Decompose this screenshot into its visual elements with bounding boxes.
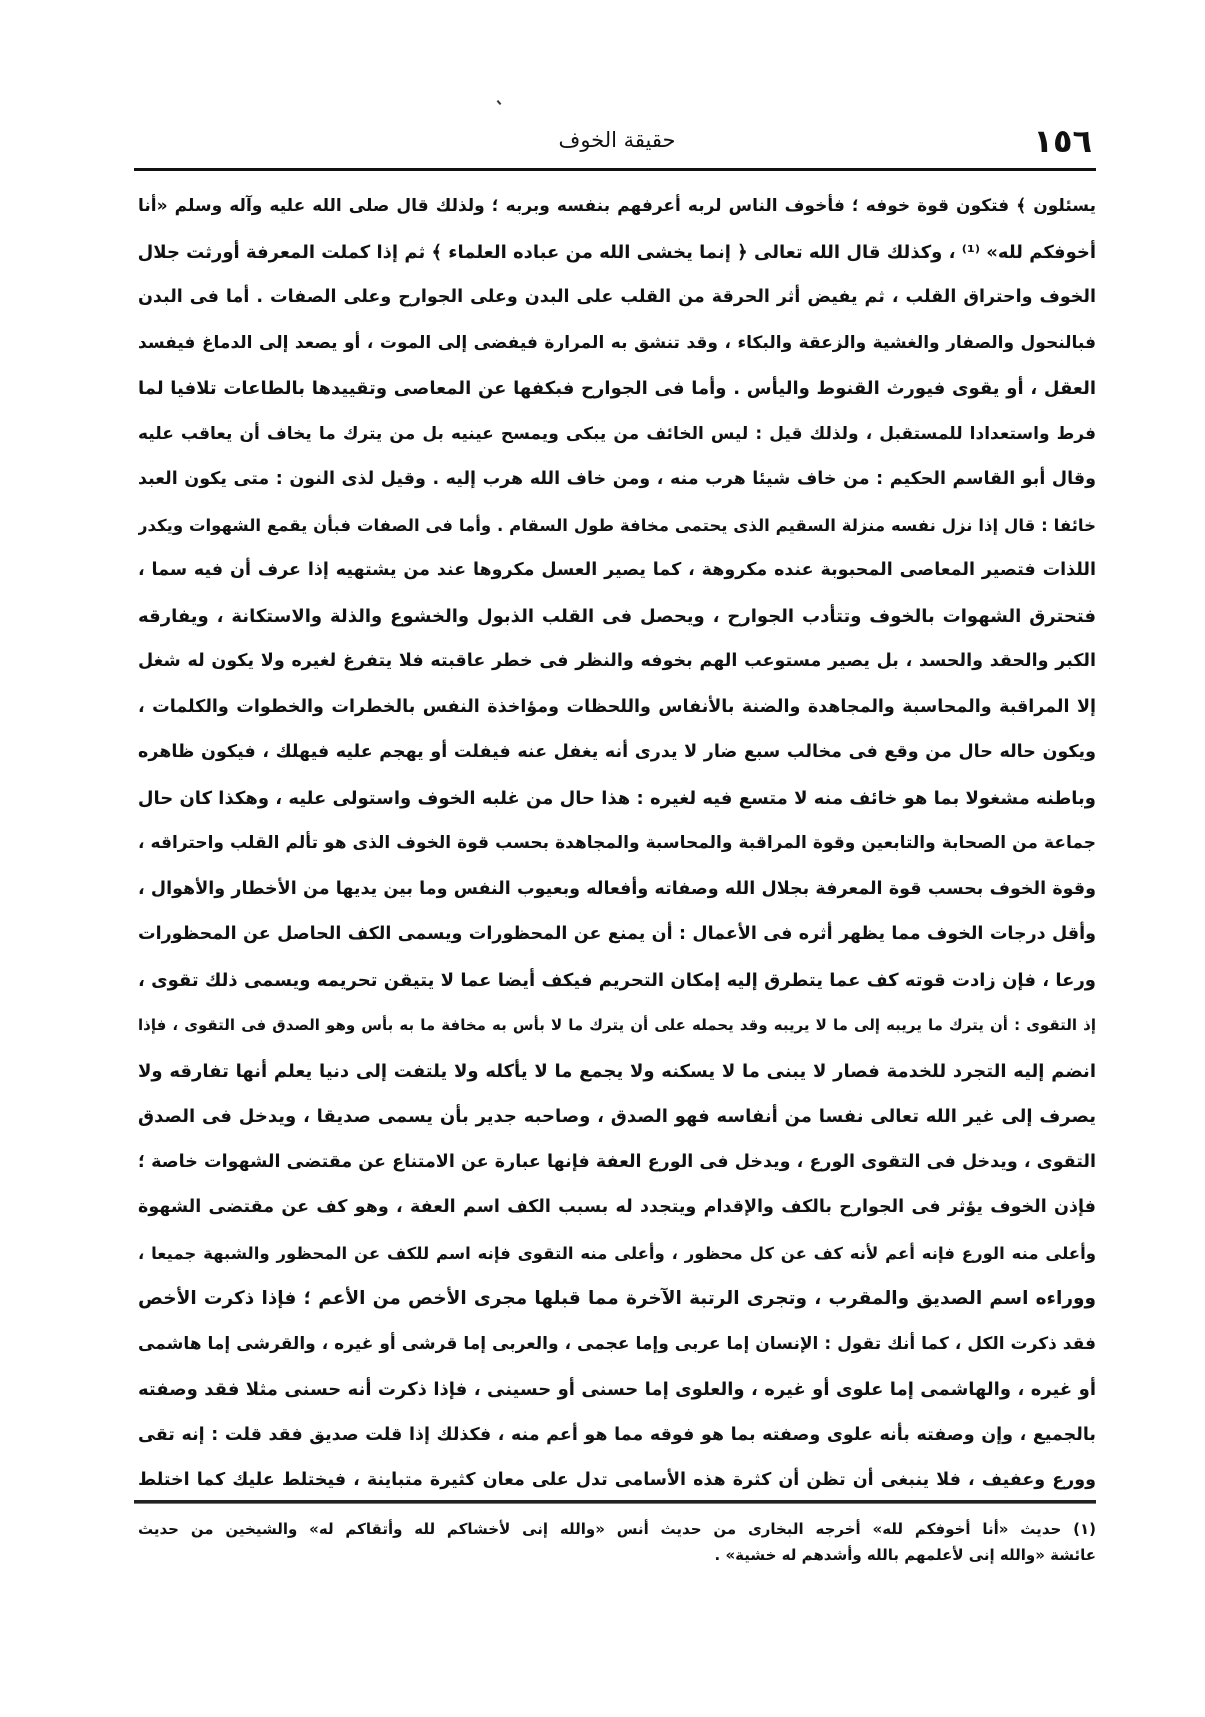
text-line: وورع وعفيف ، فلا ينبغى أن تظن أن كثرة هذه الأسامى تدل على معان كثيرة متباينة ، فيختلط عليك كما اختلط (138, 1470, 1096, 1490)
text-line: ورعا ، فإن زادت قوته كف عما يتطرق إليه إمكان التحريم فيكف أيضا عما لا يتيقن تحريمه ويسمى ذلك تقوى ، (138, 969, 1096, 991)
page-header (138, 122, 1096, 162)
footnote-line: عائشة «والله إنى لأعلمهم بالله وأشدهم له خشية» . (714, 1546, 1096, 1564)
text-line: ويكون حاله حال من وقع فى مخالب سبع ضار لا يدرى أنه يغفل عنه فيفلت أو يهجم عليه فيهلك ، فيكون ظاهره (138, 742, 1096, 762)
text-line: العقل ، أو يقوى فيورث القنوط واليأس . وأما فى الجوارح فبكفها عن المعاصى وتقييدها بالطاعات تلافيا لما (138, 378, 1096, 399)
text-line: فبالنحول والصفار والغشية والزعقة والبكاء ، وقد تنشق به المرارة فيفضى إلى الموت ، أو يصعد إلى الدماغ فيفسد (138, 332, 1096, 353)
text-line: خائفا : قال إذا نزل نفسه منزلة السقيم الذى يحتمى مخافة طول السقام . وأما فى الصفات فبأن يقمع الشهوات ويكدر (138, 515, 1096, 535)
text-line: فتحترق الشهوات بالخوف وتتأدب الجوارح ، ويحصل فى القلب الذبول والخشوع والذلة والاستكانة ، ويفارقه (138, 605, 1096, 627)
footnote-rule (134, 1500, 1096, 1504)
text-line: يصرف إلى غير الله تعالى نفسا من أنفاسه فهو الصدق ، وصاحبه جدير بأن يسمى صديقا ، ويدخل فى الصدق (138, 1106, 1096, 1127)
text-line: يسئلون ﴾ فتكون قوة خوفه ؛ فأخوف الناس لربه أعرفهم بنفسه وبربه ؛ ولذلك قال صلى الله عليه وآله وسلم «أنا (138, 196, 1096, 216)
text-line: ووراءه اسم الصديق والمقرب ، وتجرى الرتبة الآخرة مما قبلها مجرى الأخص من الأعم ؛ فإذا ذكرت الأخص (138, 1288, 1096, 1309)
text-line: إلا المراقبة والمحاسبة والمجاهدة والضنة بالأنفاس واللحظات ومؤاخذة النفس بالخطرات والخطوات والكلمات ، (138, 696, 1096, 717)
text-line: وقال أبو القاسم الحكيم : من خاف شيئا هرب منه ، ومن خاف الله هرب إليه . وقيل لذى النون : متى يكون العبد (138, 469, 1096, 489)
footnote (138, 1516, 1096, 1568)
text-line: وأقل درجات الخوف مما يظهر أثره فى الأعمال : أن يمنع عن المحظورات ويسمى الكف الحاصل عن المحظورات (138, 924, 1096, 944)
text-line: بالجميع ، وإن وصفته بأنه علوى وصفته بما هو فوقه مما هو أعم منه ، فكذلك إذا قلت صديق فقد قلت : إنه تقى (138, 1424, 1096, 1445)
text-line: فقد ذكرت الكل ، كما أنك تقول : الإنسان إما عربى وإما عجمى ، والعربى إما قرشى أو غيره ، والقرشى إما هاشمى (138, 1333, 1096, 1354)
text-line: أخوفكم لله» ⁽¹⁾ ، وكذلك قال الله تعالى ﴿ إنما يخشى الله من عباده العلماء ﴾ ثم إذا كملت المعرفة أورثت جلال (138, 241, 1096, 263)
text-line: الخوف واحتراق القلب ، ثم يفيض أثر الحرقة من القلب على البدن وعلى الجوارح وعلى الصفات . أما فى البدن (138, 287, 1096, 307)
text-line: اللذات فتصير المعاصى المحبوبة عنده مكروهة ، كما يصير العسل مكروها عند من يشتهيه إذا عرف أن فيه سما ، (138, 560, 1096, 580)
text-line: وباطنه مشغولا بما هو خائف منه لا متسع فيه لغيره : هذا حال من غلبه الخوف واستولى عليه ، وهكذا كان حال (138, 787, 1096, 809)
body-text (138, 184, 1096, 1504)
text-line: أو غيره ، والهاشمى إما علوى أو غيره ، والعلوى إما حسنى أو حسينى ، فإذا ذكرت أنه حسنى مثلا فقد وصفته (138, 1379, 1096, 1400)
text-line: جماعة من الصحابة والتابعين وقوة المراقبة والمحاسبة والمجاهدة بحسب قوة الخوف الذى هو تألم القلب واحتراقه ، (138, 833, 1096, 853)
text-line: فإذن الخوف يؤثر فى الجوارح بالكف والإقدام ويتجدد له بسبب الكف اسم العفة ، وهو كف عن مقتضى الشهوة (138, 1197, 1096, 1217)
text-line: وأعلى منه الورع فإنه أعم لأنه كف عن كل محظور ، وأعلى منه التقوى فإنه اسم للكف عن المحظور والشبهة جميعا ، (138, 1243, 1096, 1263)
header-rule (134, 168, 1096, 171)
text-line: انضم إليه التجرد للخدمة فصار لا يبنى ما لا يسكنه ولا يجمع ما لا يأكله ولا يلتفت إلى دنيا يعلم أنها تفارقه ولا (138, 1060, 1096, 1082)
running-title: حقيقة الخوف (558, 128, 676, 152)
text-line: الكبر والحقد والحسد ، بل يصير مستوعب الهم بخوفه والنظر فى خطر عاقبته فلا يتفرغ لغيره ولا يكون له شغل (138, 651, 1096, 671)
text-line: التقوى ، ويدخل فى التقوى الورع ، ويدخل فى الورع العفة فإنها عبارة عن الامتناع عن مقتضى الشهوات خاصة ؛ (138, 1151, 1096, 1172)
text-line: فرط واستعدادا للمستقبل ، ولذلك قيل : ليس الخائف من يبكى ويمسح عينيه بل من يترك ما يخاف أن يعاقب عليه (138, 423, 1096, 444)
footnote-line: (١) حديث «أنا أخوفكم لله» أخرجه البخارى من حديث أنس «والله إنى لأخشاكم لله وأتقاكم له» والشيخين من حديث (138, 1520, 1096, 1538)
text-line: إذ التقوى : أن يترك ما يريبه إلى ما لا يريبه وقد يحمله على أن يترك ما لا بأس به مخافة ما به بأس وهو الصدق فى التقوى ، فإذا (138, 1016, 1096, 1034)
scan-mark (497, 100, 502, 105)
page-number: ١٥٦ (1033, 122, 1092, 160)
text-line: وقوة الخوف بحسب قوة المعرفة بجلال الله وصفاته وأفعاله وبعيوب النفس وما بين يديها من الأخطار والأهوال ، (138, 878, 1096, 899)
